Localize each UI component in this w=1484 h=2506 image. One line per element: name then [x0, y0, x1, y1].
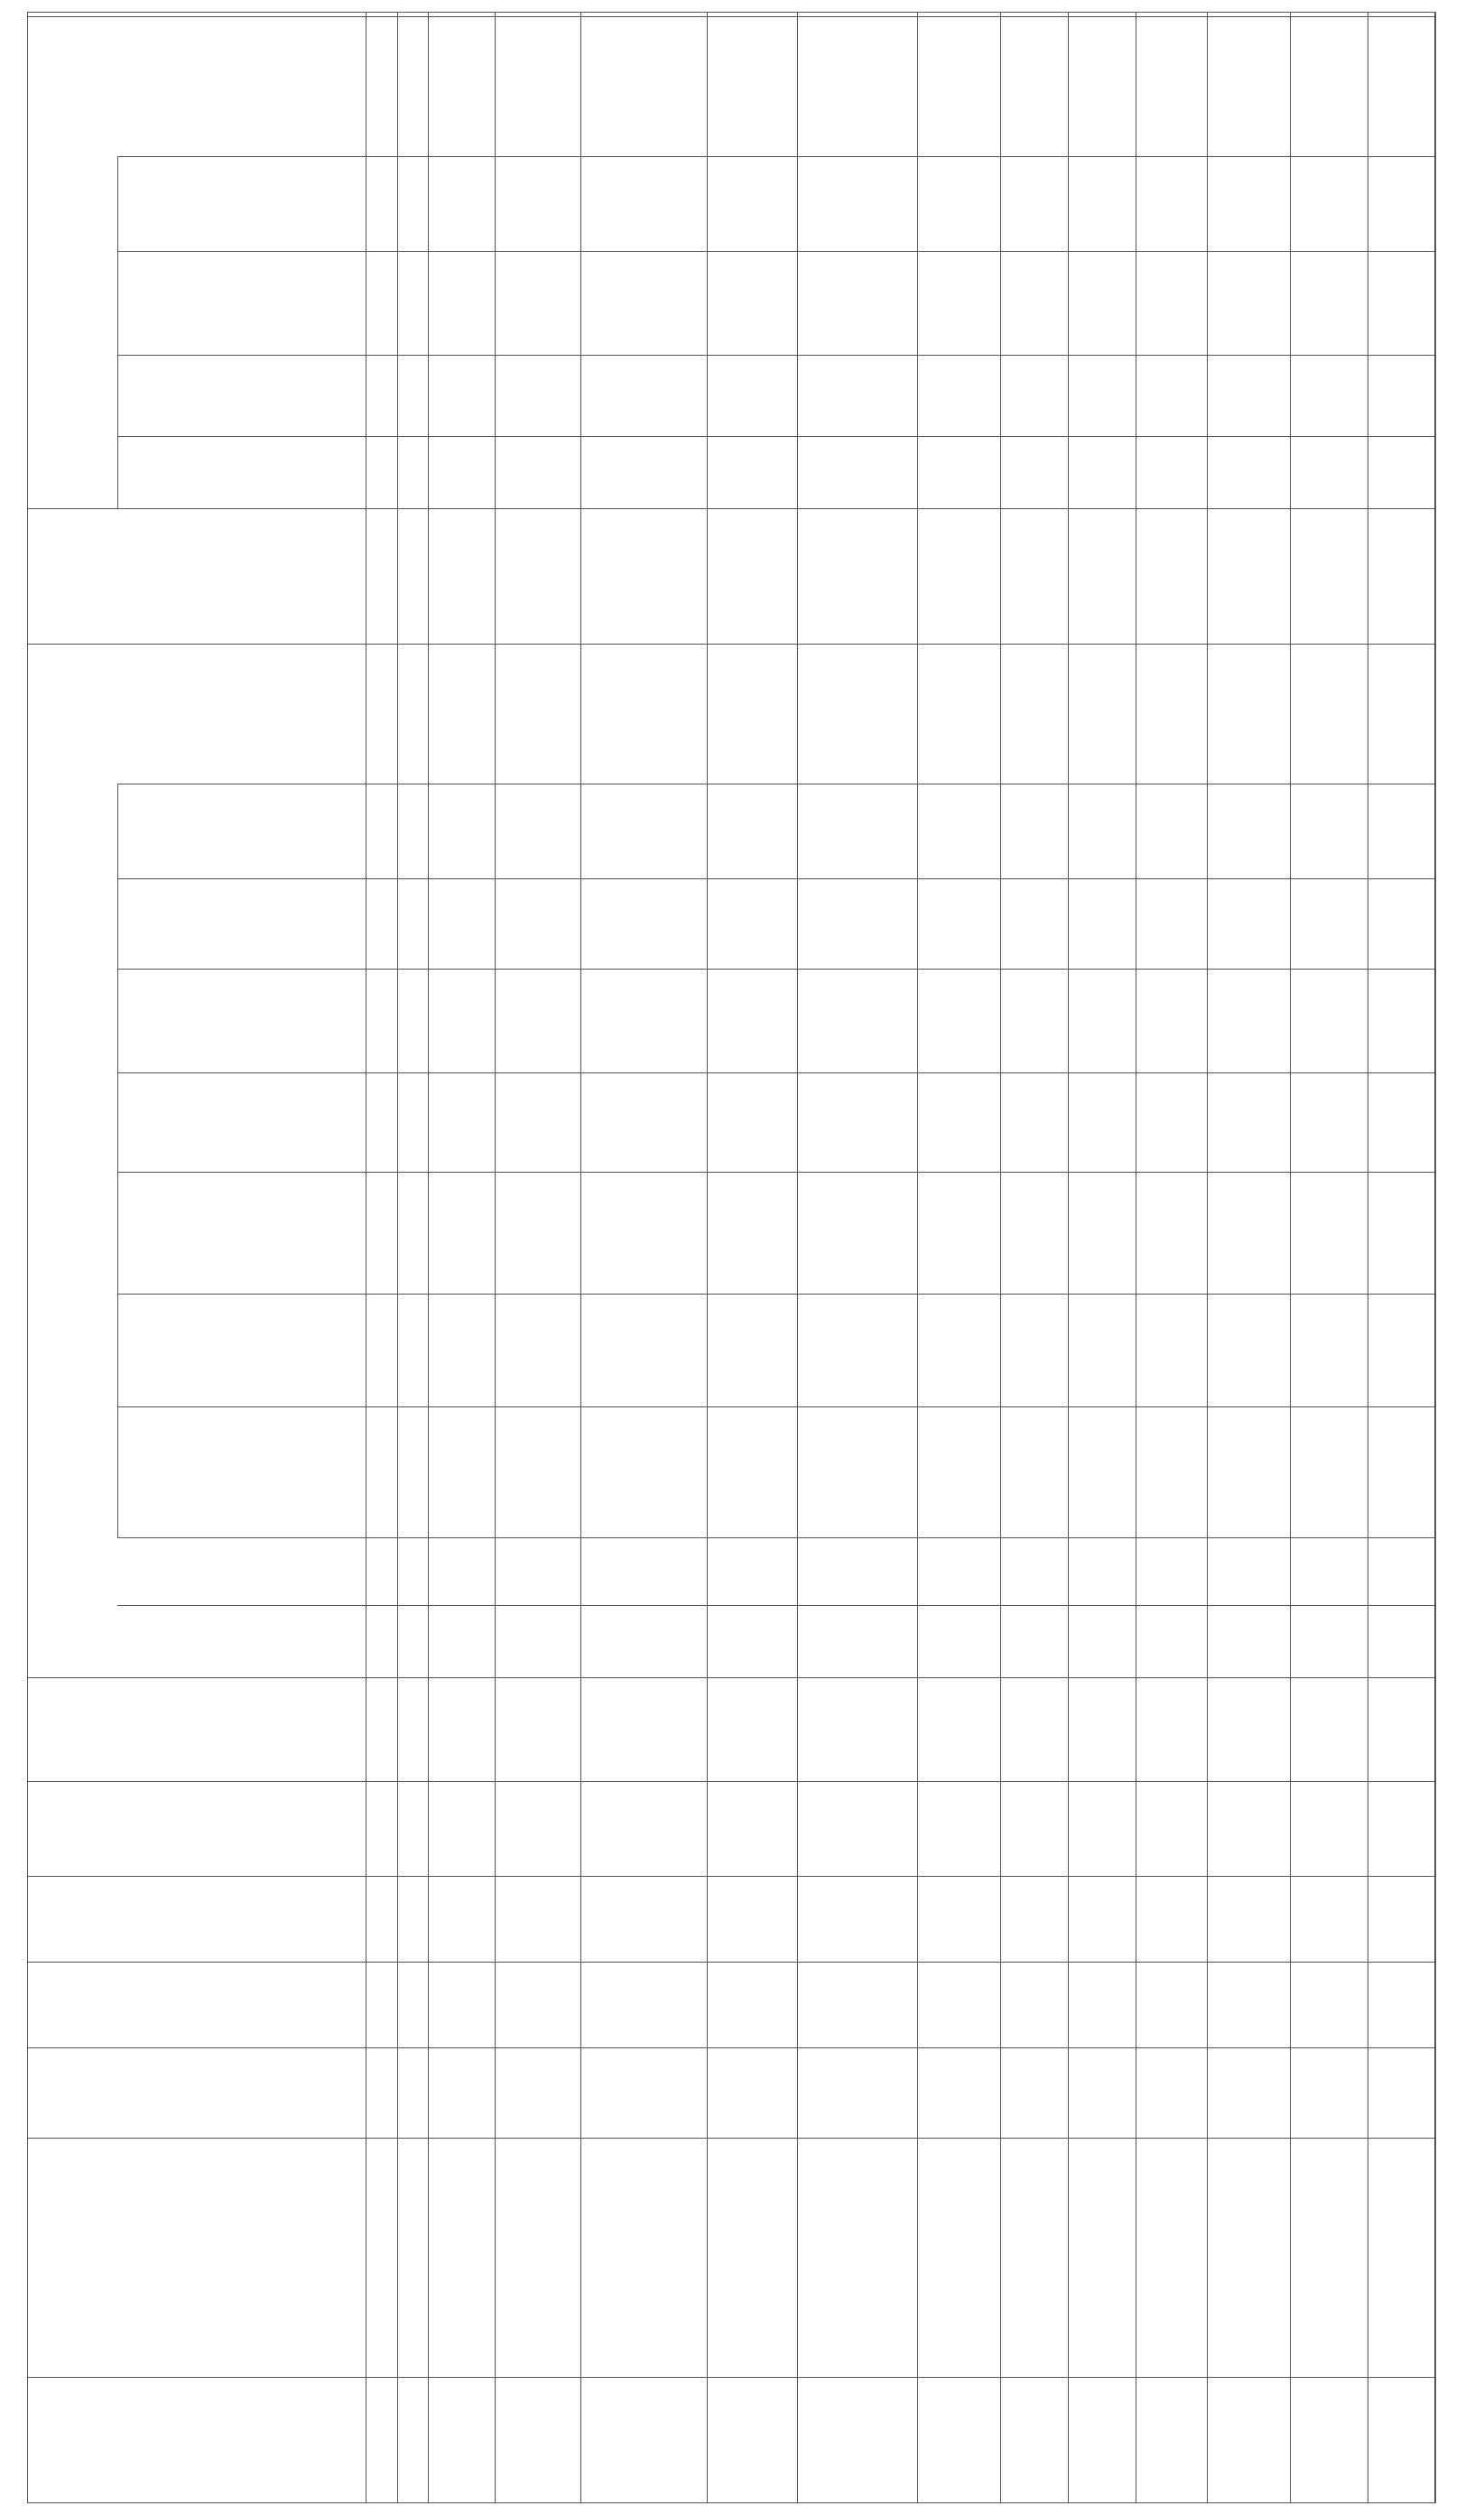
column-divider — [117, 1072, 1435, 1073]
row-divider — [428, 12, 429, 2503]
row-divider — [1068, 12, 1069, 2503]
column-divider — [117, 878, 1435, 879]
column-divider — [117, 1294, 1435, 1295]
group-divider — [117, 1172, 118, 1537]
row-divider — [797, 12, 798, 2503]
row-divider — [1000, 12, 1001, 2503]
group-divider — [117, 784, 118, 969]
column-divider — [27, 2047, 1435, 2048]
group-divider — [117, 156, 118, 508]
column-divider — [27, 1677, 1435, 1678]
column-divider — [27, 1876, 1435, 1877]
group-divider — [117, 969, 118, 1172]
column-divider — [27, 508, 1435, 509]
column-divider — [27, 1962, 1435, 1963]
row-divider — [397, 12, 398, 2503]
column-divider — [117, 1406, 1435, 1407]
column-divider — [27, 644, 1435, 645]
row-divider — [1290, 12, 1291, 2503]
row-divider — [917, 12, 918, 2503]
column-divider — [117, 436, 1435, 437]
column-divider — [117, 251, 1435, 252]
column-divider — [117, 969, 1435, 970]
column-divider — [27, 2138, 1435, 2139]
row-divider — [707, 12, 708, 2503]
column-divider — [27, 2377, 1435, 2378]
column-divider — [117, 156, 1435, 157]
rotated-dangerous-goods-table — [27, 12, 1435, 2503]
row-divider — [1435, 12, 1436, 2503]
column-divider — [117, 1537, 1435, 1538]
row-divider — [580, 12, 581, 2503]
table-frame — [27, 12, 1435, 2503]
column-divider — [117, 355, 1435, 356]
row-divider — [1207, 12, 1208, 2503]
column-divider — [27, 16, 1435, 17]
column-divider — [27, 1781, 1435, 1782]
column-divider — [117, 1172, 1435, 1173]
row-divider — [495, 12, 496, 2503]
column-divider — [117, 1605, 1435, 1606]
